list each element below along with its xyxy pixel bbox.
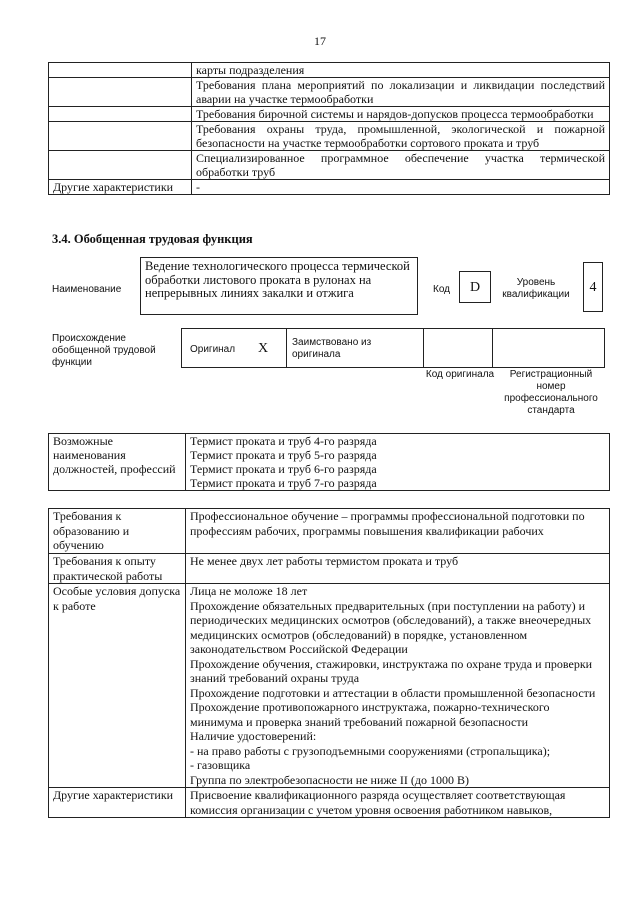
positions-label: Возможные наименования должностей, профессий (49, 434, 186, 491)
position-item: Термист проката и труб 4-го разряда (190, 434, 377, 448)
code-original-caption: Код оригинала (425, 369, 495, 380)
experience-label: Требования к опыту практической работы (49, 554, 186, 584)
condition-item: Прохождение обучения, стажировки, инструктажа по охране труда и проверки знаний требований охраны труда (190, 656, 593, 685)
other-label: Другие характеристики (49, 788, 186, 818)
row-label (49, 107, 192, 122)
table-row (49, 78, 610, 107)
row-value: Требования плана мероприятий по локализации и ликвидации последствий аварии на участке термообработки (192, 78, 610, 107)
row-value: Специализированное программное обеспечение участка термической обработки труб (192, 151, 610, 180)
other-value: Присвоение квалификационного разряда осуществляет соответствующая комиссия организации с учетом уровня освоения работником навыков, (186, 788, 610, 818)
level-label: Уровень квалификации (502, 277, 570, 300)
row-label (49, 122, 192, 151)
condition-item: Группа по электробезопасности не ниже II (до 1000 В) (190, 772, 469, 787)
origin-box (181, 328, 605, 368)
table-row (49, 509, 610, 554)
row-label (49, 151, 192, 180)
education-label: Требования к образованию и обучению (49, 509, 186, 554)
condition-item: Лица не моложе 18 лет (190, 584, 308, 598)
table-row (49, 180, 610, 195)
divider (492, 328, 493, 368)
condition-item: Прохождение подготовки и аттестации в области промышленной безопасности (190, 685, 596, 700)
condition-item: - на право работы с грузоподъемными сооружениями (стропальщика); (190, 743, 551, 758)
borrowed-label: Заимствовано из оригинала (292, 337, 372, 360)
table-row (49, 434, 610, 491)
original-mark: X (258, 341, 269, 356)
condition-item: Прохождение обязательных предварительных (при поступлении на работу) и периодических медицинских осмотров (обследований), а также внеочередных медицинских осмотров (обследований) в порядке, установленном законодательством Российской Федерации (190, 598, 592, 656)
requirements-table (48, 508, 610, 818)
condition-item: Наличие удостоверений: (190, 729, 317, 743)
conditions-label: Особые условия допуска к работе (49, 584, 186, 788)
position-item: Термист проката и труб 6-го разряда (190, 462, 377, 476)
page-number: 17 (314, 34, 326, 48)
table-row (49, 63, 610, 78)
row-value: карты подразделения (192, 63, 610, 78)
top-characteristics-table (48, 62, 610, 195)
table-row (49, 107, 610, 122)
name-label: Наименование (52, 284, 122, 295)
condition-item: Прохождение противопожарного инструктажа, пожарно-технического минимума и проверка знаний требований пожарной безопасности (190, 700, 550, 729)
education-value: Профессиональное обучение – программы профессиональной подготовки по профессиям рабочих, программы повышения квалификации рабочих (186, 509, 610, 554)
section-title: 3.4. Обобщенная трудовая функция (52, 232, 253, 246)
experience-value: Не менее двух лет работы термистом проката и труб (186, 554, 610, 584)
code-label: Код (433, 284, 451, 295)
function-name: Ведение технологического процесса термической обработки листового проката в рулонах на непрерывных линиях закалки и отжига (140, 257, 418, 315)
code-value: D (459, 271, 491, 303)
level-value: 4 (583, 262, 603, 312)
origin-label: Происхождение обобщенной трудовой функции (52, 333, 156, 368)
table-row (49, 788, 610, 818)
conditions-list (186, 584, 610, 788)
table-row (49, 584, 610, 788)
original-label: Оригинал (190, 344, 236, 355)
divider (286, 328, 287, 368)
row-value: - (192, 180, 610, 195)
position-item: Термист проката и труб 5-го разряда (190, 448, 377, 462)
registration-caption: Регистрационный номер профессионального стандарта (504, 369, 598, 416)
table-row (49, 554, 610, 584)
divider (423, 328, 424, 368)
row-label (49, 63, 192, 78)
row-label (49, 78, 192, 107)
positions-table (48, 433, 610, 491)
row-label: Другие характеристики (49, 180, 192, 195)
row-value: Требования бирочной системы и нарядов-допусков процесса термообработки (192, 107, 610, 122)
position-item: Термист проката и труб 7-го разряда (190, 476, 377, 490)
condition-item: - газовщика (190, 758, 251, 772)
table-row (49, 122, 610, 151)
table-row (49, 151, 610, 180)
positions-list (186, 434, 610, 491)
row-value: Требования охраны труда, промышленной, экологической и пожарной безопасности на участке термообработки сортового проката и труб (192, 122, 610, 151)
